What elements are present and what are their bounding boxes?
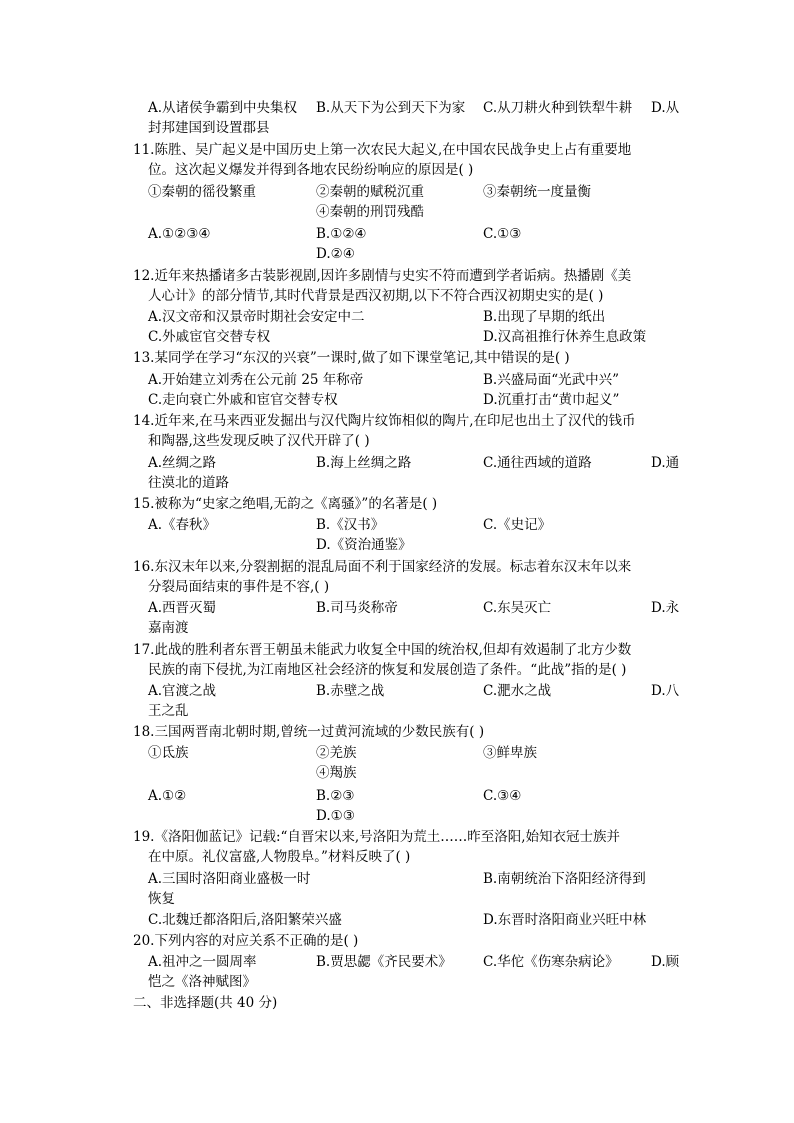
q19-option-b-continued: 恢复 [148, 891, 175, 907]
q12-stem-line2: 人心计》的部分情节,其时代背景是西汉初期,以下不符合西汉初期史实的是( ) [148, 288, 604, 304]
q14-option-b: B.海上丝绸之路 [316, 455, 412, 471]
q11-item-3: ③秦朝统一度量衡 [483, 184, 591, 200]
q16-option-a: A.西晋灭蜀 [148, 600, 217, 616]
q13-stem: 13.某同学在学习“东汉的兴衰”一课时,做了如下课堂笔记,其中错误的是( ) [133, 350, 570, 366]
q18-option-a: A.①② [148, 788, 187, 804]
q19-option-d: D.东晋时洛阳商业兴旺中林 [483, 912, 647, 928]
q13-option-b: B.兴盛局面“光武中兴” [483, 372, 620, 388]
q11-item-2: ②秦朝的赋税沉重 [316, 184, 424, 200]
q20-stem: 20.下列内容的对应关系不正确的是( ) [133, 933, 359, 949]
q14-option-d-continued: 往漠北的道路 [148, 475, 229, 491]
q10-option-d-continued: 封邦建国到设置郡县 [148, 120, 270, 136]
q15-option-a: A.《春秋》 [148, 517, 217, 533]
q11-option-b: B.①②④ [316, 226, 367, 242]
q18-option-b: B.②③ [316, 788, 355, 804]
q12-option-c: C.外戚宦官交替专权 [148, 329, 271, 345]
q16-option-c: C.东吴灭亡 [483, 600, 552, 616]
q16-option-b: B.司马炎称帝 [316, 600, 398, 616]
q11-option-a: A.①②③④ [148, 226, 211, 242]
q11-stem-line2: 位。这次起义爆发并得到各地农民纷纷响应的原因是( ) [148, 162, 474, 178]
q19-option-a: A.三国时洛阳商业盛极一时 [148, 871, 311, 887]
q12-option-d: D.汉高祖推行休养生息政策 [483, 329, 647, 345]
q10-option-a: A.从诸侯争霸到中央集权 [148, 100, 298, 116]
q15-option-c: C.《史记》 [483, 517, 552, 533]
q11-item-1: ①秦朝的徭役繁重 [148, 184, 256, 200]
q19-stem-line1: 19.《洛阳伽蓝记》记载:“自晋宋以来,号洛阳为荒土……昨至洛阳,始知衣冠士族并 [133, 829, 621, 845]
q14-stem-line2: 和陶器,这些发现反映了汉代开辟了( ) [148, 433, 370, 449]
q17-option-b: B.赤壁之战 [316, 683, 385, 699]
q19-option-c: C.北魏迁都洛阳后,洛阳繁荣兴盛 [148, 912, 342, 928]
q18-item-2: ②羌族 [316, 745, 357, 761]
q10-option-b: B.从天下为公到天下为家 [316, 100, 466, 116]
q16-option-d: D.永 [651, 600, 680, 616]
q17-stem-line2: 民族的南下侵扰,为江南地区社会经济的恢复和发展创造了条件。“此战”指的是( ) [148, 662, 627, 678]
q10-option-c: C.从刀耕火种到铁犁牛耕 [483, 100, 633, 116]
q13-option-d: D.沉重打击“黄巾起义” [483, 392, 620, 408]
q14-option-d: D.通 [651, 455, 680, 471]
q17-stem-line1: 17.此战的胜利者东晋王朝虽未能武力收复全中国的统治权,但却有效遏制了北方少数 [133, 642, 632, 658]
q20-option-d-continued: 恺之《洛神赋图》 [148, 974, 256, 990]
q18-stem: 18.三国两晋南北朝时期,曾统一过黄河流域的少数民族有( ) [133, 724, 485, 740]
q20-option-c: C.华佗《伤寒杂病论》 [483, 954, 619, 970]
q16-stem-line1: 16.东汉末年以来,分裂割据的混乱局面不利于国家经济的发展。标志着东汉末年以来 [133, 559, 632, 575]
q12-option-b: B.出现了早期的纸出 [483, 309, 606, 325]
q17-option-d: D.八 [651, 683, 680, 699]
q10-option-d: D.从 [651, 100, 680, 116]
q18-option-c: C.③④ [483, 788, 522, 804]
q15-option-b: B.《汉书》 [316, 517, 385, 533]
q13-option-a: A.开始建立刘秀在公元前 25 年称帝 [148, 372, 364, 388]
q14-option-c: C.通往西域的道路 [483, 455, 592, 471]
q17-option-d-continued: 王之乱 [148, 703, 189, 719]
q11-option-c: C.①③ [483, 226, 522, 242]
q16-option-d-continued: 嘉南渡 [148, 620, 189, 636]
q17-option-c: C.淝水之战 [483, 683, 552, 699]
q15-option-d: D.《资治通鉴》 [316, 537, 412, 553]
q18-item-1: ①氐族 [148, 745, 189, 761]
q19-stem-line2: 在中原。礼仪富盛,人物殷阜。”材料反映了( ) [148, 849, 411, 865]
q20-option-a: A.祖冲之一圆周率 [148, 954, 257, 970]
q11-stem-line1: 11.陈胜、吴广起义是中国历史上第一次农民大起义,在中国农民战争史上占有重要地 [133, 142, 632, 158]
q18-option-d: D.①③ [316, 808, 355, 824]
q11-item-4: ④秦朝的刑罚残酷 [316, 204, 424, 220]
q20-option-d: D.顾 [651, 954, 680, 970]
q11-option-d: D.②④ [316, 246, 355, 262]
section-heading-non-choice: 二、非选择题(共 40 分) [133, 995, 278, 1011]
q14-stem-line1: 14.近年来,在马来西亚发掘出与汉代陶片纹饰相似的陶片,在印尼也出土了汉代的钱币 [133, 413, 636, 429]
q19-option-b: B.南朝统治下洛阳经济得到 [483, 871, 646, 887]
q17-option-a: A.官渡之战 [148, 683, 217, 699]
q14-option-a: A.丝绸之路 [148, 455, 217, 471]
q12-option-a: A.汉文帝和汉景帝时期社会安定中二 [148, 309, 365, 325]
q18-item-4: ④羯族 [316, 765, 357, 781]
q16-stem-line2: 分裂局面结束的事件是不容,( ) [148, 579, 330, 595]
q15-stem: 15.被称为“史家之绝唱,无韵之《离骚》”的名著是( ) [133, 496, 438, 512]
q18-item-3: ③鲜卑族 [483, 745, 537, 761]
q12-stem-line1: 12.近年来热播诸多古装影视剧,因许多剧情与史实不符而遭到学者诟病。热播剧《美 [133, 268, 632, 284]
q13-option-c: C.走向衰亡外戚和宦官交替专权 [148, 392, 338, 408]
q20-option-b: B.贾思勰《齐民要术》 [316, 954, 452, 970]
